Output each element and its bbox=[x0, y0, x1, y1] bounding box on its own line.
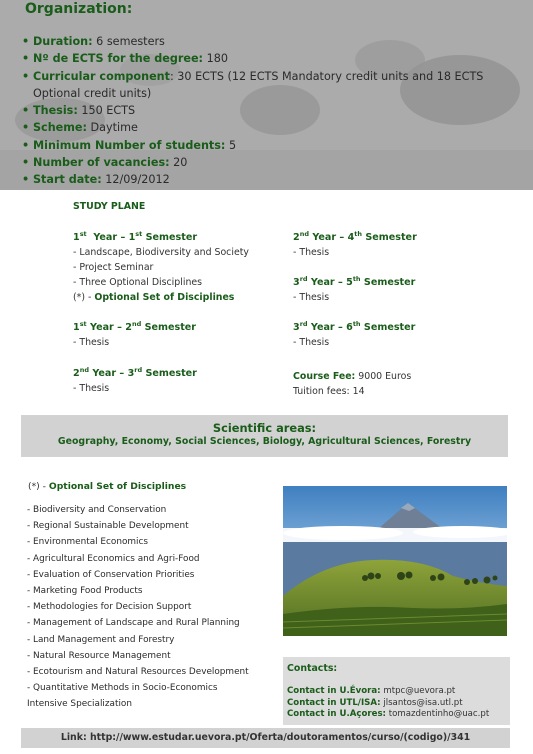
thesis-label: Thesis: bbox=[33, 104, 78, 118]
scheme-label: Scheme: bbox=[33, 121, 87, 135]
contact-row bbox=[287, 686, 489, 698]
list-item: • Thesis: 150 ECTS bbox=[22, 104, 136, 118]
start-date-label: Start date: bbox=[33, 173, 102, 187]
organization-title: Organization: bbox=[25, 1, 133, 17]
curricular-label: Curricular component bbox=[33, 69, 170, 83]
landscape-photo bbox=[283, 486, 507, 636]
optional-set-heading: (*) - Optional Set of Disciplines bbox=[28, 481, 187, 492]
list-item: - Evaluation of Conservation Priorities bbox=[27, 569, 195, 580]
contact-email-link[interactable]: jlsantos@isa.utl.pt bbox=[380, 697, 463, 708]
contacts-title: Contacts: bbox=[287, 663, 338, 674]
duration-value: 6 semesters bbox=[92, 35, 165, 48]
list-item: - Environmental Economics bbox=[27, 537, 149, 548]
list-item: • Minimum Number of students: 5 bbox=[22, 138, 237, 152]
optional-disciplines-list bbox=[27, 502, 249, 713]
semester-heading: 3rd Year – 6th Semester bbox=[293, 319, 416, 333]
ects-label: Nº de ECTS for the degree: bbox=[33, 52, 204, 66]
min-students-value: 5 bbox=[225, 138, 237, 152]
contact-label: Contact in U.Évora: bbox=[287, 686, 381, 696]
list-item: - Management of Landscape and Rural Planning bbox=[27, 618, 240, 629]
duration-label: Duration: bbox=[33, 35, 93, 48]
start-date-value: 12/09/2012 bbox=[101, 173, 170, 187]
list-item: - Regional Sustainable Development bbox=[27, 521, 189, 532]
contact-email-link[interactable]: tomazdentinho@uac.pt bbox=[386, 709, 490, 719]
course-item: - Thesis bbox=[293, 292, 330, 303]
scientific-areas-title: Scientific areas: bbox=[212, 421, 317, 435]
course-item: - Thesis bbox=[73, 337, 110, 348]
course-item: - Three Optional Disciplines bbox=[73, 277, 203, 288]
semester-heading: 1st Year – 2nd Semester bbox=[73, 319, 197, 333]
organization-list bbox=[22, 33, 527, 189]
curricular-value: : 30 ECTS (12 ECTS Mandatory credit units and 18 ECTS Optional credit units) bbox=[33, 69, 484, 100]
course-fee-label: Course Fee: bbox=[293, 371, 356, 382]
list-item: - Land Management and Forestry bbox=[27, 634, 175, 645]
list-item: • Number of vacancies: 20 bbox=[22, 156, 188, 170]
scheme-value: Daytime bbox=[86, 121, 138, 135]
course-link[interactable]: Link: http://www.estudar.uevora.pt/Oferta/doutoramentos/curso/(codigo)/341 bbox=[60, 732, 471, 743]
contact-label: Contact in UTL/ISA: bbox=[287, 697, 381, 708]
course-item: - Thesis bbox=[73, 383, 110, 394]
list-item: - Ecotourism and Natural Resources Development bbox=[27, 667, 249, 678]
plan-year2-sem4 bbox=[293, 230, 417, 260]
scientific-areas-panel bbox=[21, 415, 508, 457]
list-item: • Duration: 6 semesters bbox=[22, 35, 165, 48]
study-plane-title: STUDY PLANE bbox=[73, 201, 146, 212]
plan-year1-sem2 bbox=[73, 320, 196, 350]
optional-set-note: (*) - Optional Set of Disciplines bbox=[73, 292, 235, 303]
list-item: - Methodologies for Decision Support bbox=[27, 602, 192, 613]
contact-email-link[interactable]: mtpc@uevora.pt bbox=[380, 686, 456, 696]
course-item: - Thesis bbox=[293, 337, 330, 348]
plan-year3-sem5 bbox=[293, 275, 415, 305]
contacts-panel bbox=[283, 657, 510, 725]
list-item: • Nº de ECTS for the degree: 180 bbox=[22, 52, 228, 66]
list-item: - Marketing Food Products bbox=[27, 586, 143, 597]
thesis-value: 150 ECTS bbox=[77, 104, 136, 118]
course-item: - Thesis bbox=[293, 247, 330, 258]
fees-block bbox=[293, 369, 411, 399]
plan-year1-sem1 bbox=[73, 230, 249, 305]
semester-heading: 1st Year – 1st Semester bbox=[73, 229, 198, 243]
plan-year2-sem3 bbox=[73, 366, 197, 396]
course-item: - Project Seminar bbox=[73, 262, 154, 273]
organization-header bbox=[0, 0, 533, 190]
course-item: - Landscape, Biodiversity and Society bbox=[73, 247, 249, 258]
list-item: Intensive Specialization bbox=[27, 699, 132, 710]
contact-row bbox=[287, 698, 489, 710]
footer-link-bar bbox=[21, 728, 510, 748]
plan-year3-sem6 bbox=[293, 320, 415, 350]
contact-row bbox=[287, 709, 489, 721]
min-students-label: Minimum Number of students: bbox=[33, 138, 226, 152]
list-item: - Quantitative Methods in Socio-Economics bbox=[27, 683, 218, 694]
list-item: - Natural Resource Management bbox=[27, 650, 171, 661]
list-item: • Scheme: Daytime bbox=[22, 121, 138, 135]
list-item: - Biodiversity and Conservation bbox=[27, 505, 167, 515]
vacancies-value: 20 bbox=[169, 156, 188, 170]
contact-label: Contact in U.Açores: bbox=[287, 709, 386, 719]
list-item: • Start date: 12/09/2012 bbox=[22, 173, 170, 187]
semester-heading: 2nd Year – 3rd Semester bbox=[73, 365, 197, 379]
vacancies-label: Number of vacancies: bbox=[33, 156, 170, 170]
semester-heading: 2nd Year – 4th Semester bbox=[293, 229, 417, 243]
tuition-fees: Tuition fees: 14 bbox=[293, 386, 365, 397]
course-fee-value: 9000 Euros bbox=[355, 371, 412, 382]
list-item: - Agricultural Economics and Agri-Food bbox=[27, 553, 200, 564]
list-item: • Curricular component: 30 ECTS (12 ECTS Mandatory credit units and 18 ECTS Optional credit units) bbox=[22, 69, 484, 100]
scientific-areas-list: Geography, Economy, Social Sciences, Biology, Agricultural Sciences, Forestry bbox=[57, 436, 472, 447]
ects-value: 180 bbox=[203, 52, 228, 66]
semester-heading: 3rd Year – 5th Semester bbox=[293, 274, 416, 288]
